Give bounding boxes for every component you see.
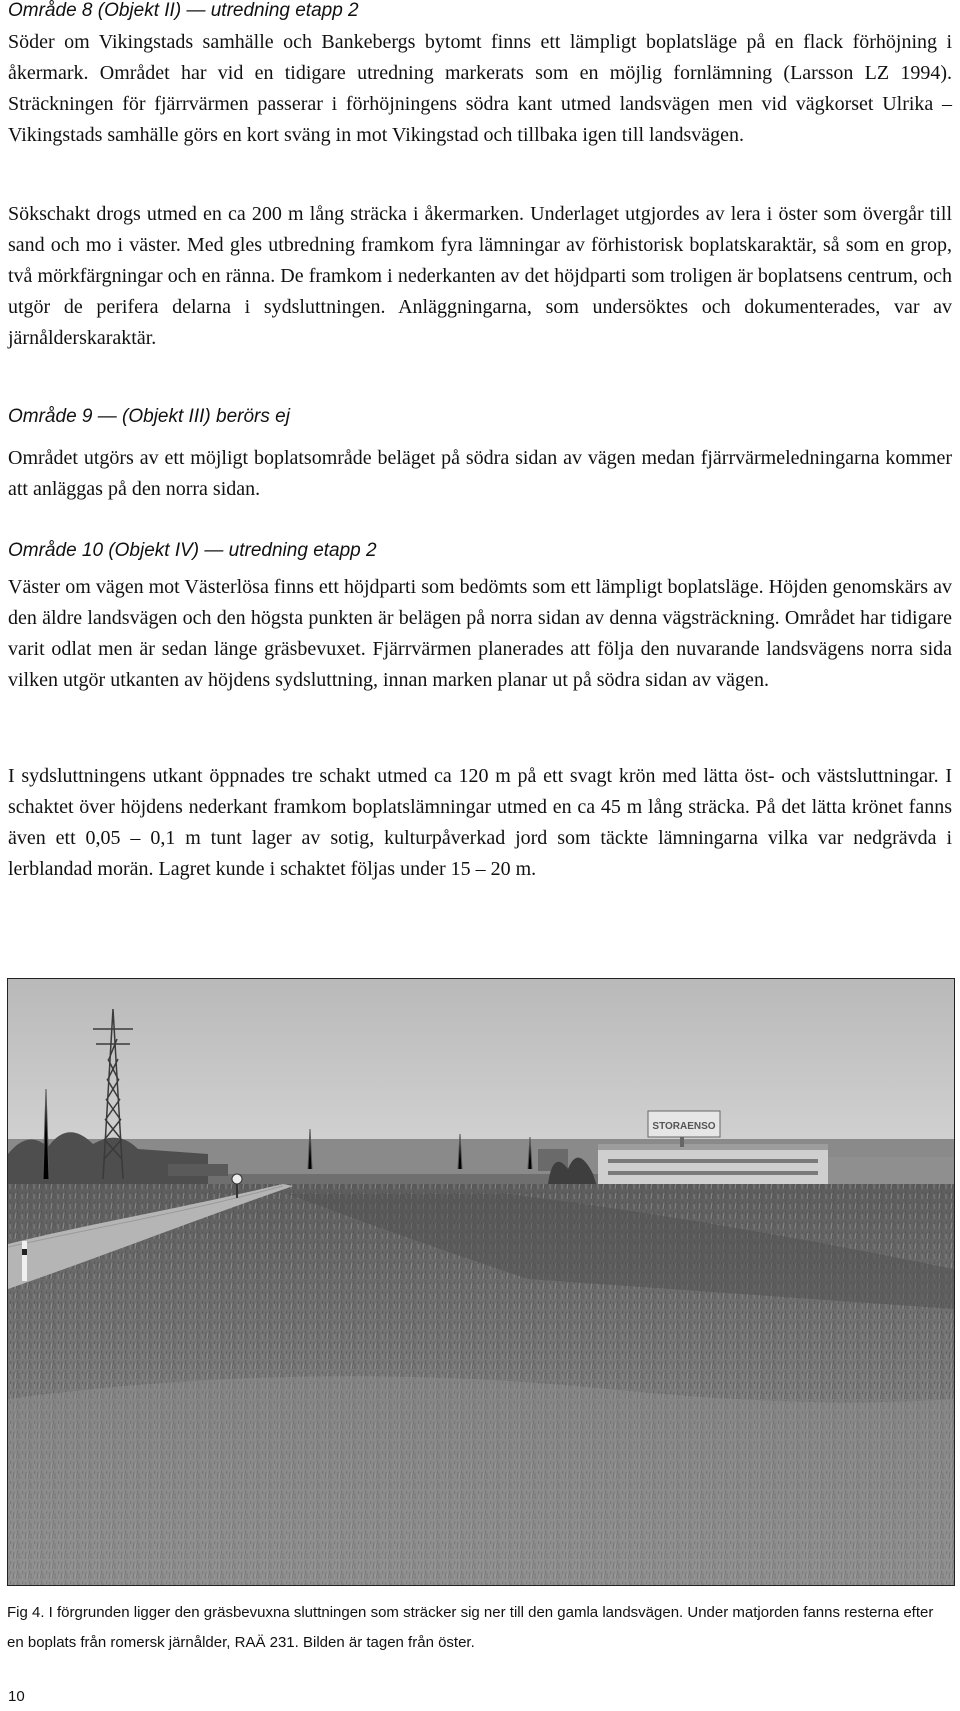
paragraph-omrade-10-results: I sydsluttningens utkant öppnades tre schakt utmed ca 120 m på ett svagt krön med lätta öst- och västsluttningar. I schaktet över höjdens nederkant framkom boplatslämningar utmed en ca 45 m lång sträcka. På det lätta krönet fanns även ett 0,05 – 0,1 m tunt lager av sotig, kulturpåverkad jord som täckte lämningarna vilka var nedgrävda i lerblandad morän. Lagret kunde i schaktet följas under 15 – 20 m. bbox=[8, 765, 952, 880]
section-heading-omrade-8: Område 8 (Objekt II) — utredning etapp 2 bbox=[8, 0, 359, 21]
section-heading-omrade-9: Område 9 — (Objekt III) berörs ej bbox=[8, 406, 290, 427]
section-heading-omrade-10: Område 10 (Objekt IV) — utredning etapp 2 bbox=[8, 540, 377, 561]
paragraph-omrade-10-intro: Väster om vägen mot Västerlösa finns ett höjdparti som bedömts som ett lämpligt boplatsläge. Höjden genomskärs av den äldre landsvägen och den högsta punkten är belägen på norra sidan av denna vägsträckning. Området har tidigare varit odlat men är sedan länge gräsbevuxet. Fjärrvärmen planerades att följa den nuvarande landsvägens norra sida vilken utgör utkanten av höjdens sydsluttning, innan marken planar ut på södra sidan av vägen. bbox=[8, 576, 952, 691]
page-number: 10 bbox=[8, 1688, 25, 1705]
paragraph-omrade-8-intro: Söder om Vikingstads samhälle och Bankebergs bytomt finns ett lämpligt boplatsläge på en flack förhöjning i åkermark. Området har vid en tidigare utredning markerats som en möjlig fornlämning (Larsson LZ 1994). Sträckningen för fjärrvärmen passerar i förhöjningens södra kant utmed landsvägen men vid vägkorset Ulrika – Vikingstads samhälle görs en kort sväng in mot Vikingstad och tillbaka igen till landsvägen. bbox=[8, 31, 952, 146]
landscape-photo bbox=[7, 978, 955, 1586]
paragraph-omrade-8-results: Sökschakt drogs utmed en ca 200 m lång sträcka i åkermarken. Underlaget utgjordes av lera i öster som övergår till sand och mo i väster. Med gles utbredning framkom fyra lämningar av förhistorisk boplatskaraktär, så som en grop, två mörkfärgningar och en ränna. De framkom i nederkanten av det höjdparti som troligen är boplatsens centrum, och utgör de perifera delarna i sydsluttningen. Anläggningarna, som undersöktes och dokumenterades, var av järnålderskaraktär. bbox=[8, 203, 952, 349]
company-sign-text: STORAENSO bbox=[652, 1121, 716, 1132]
paragraph-omrade-9: Området utgörs av ett möjligt boplatsområde beläget på södra sidan av vägen medan fjärrvärmeledningarna kommer att anläggas på den norra sidan. bbox=[8, 447, 952, 500]
figure-caption: Fig 4. I förgrunden ligger den gräsbevuxna sluttningen som sträcker sig ner till den gamla landsvägen. Under matjorden fanns resterna efter en boplats från romersk järnålder, RAÄ 231. Bilden är tagen från öster. bbox=[7, 1604, 934, 1651]
road-marker-post bbox=[22, 1241, 27, 1281]
